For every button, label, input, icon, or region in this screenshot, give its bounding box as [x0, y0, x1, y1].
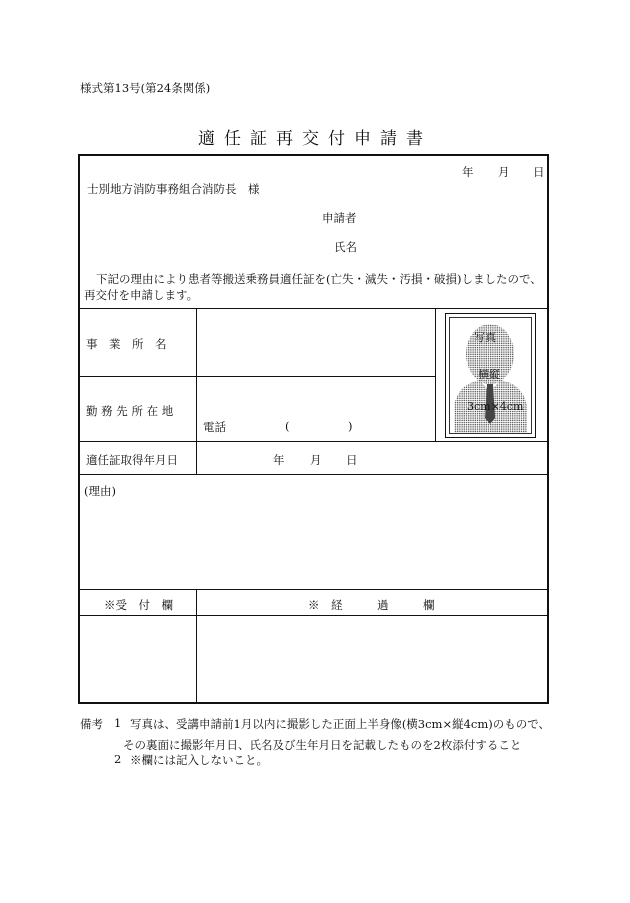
date-year-label: 年	[462, 165, 474, 179]
form-number: 様式第13号(第24条関係)	[80, 81, 211, 95]
reception-label: ※受 付 欄	[104, 598, 173, 612]
progress-label: ※ 経 過 欄	[308, 598, 435, 612]
office-name-label: 事 業 所 名	[86, 337, 167, 351]
photo-label-mid: 横縦	[478, 368, 500, 381]
date-month-label: 月	[498, 165, 510, 179]
divider-office-row	[78, 376, 435, 377]
photo-size-label: 3cm×4cm	[467, 400, 524, 413]
divider-header-bottom	[78, 308, 549, 309]
acquisition-month-label: 月	[310, 453, 322, 467]
phone-paren-open: (	[285, 419, 290, 433]
divider-label-column	[196, 308, 197, 474]
reason-label: (理由)	[84, 484, 116, 498]
name-label: 氏名	[334, 240, 357, 254]
note-1-line2: その裏面に撮影年月日、氏名及び生年月日を記載したものを2枚添付すること	[123, 738, 522, 752]
workplace-address-label: 勤 務 先 所 在 地	[86, 404, 174, 418]
phone-paren-close: )	[348, 419, 353, 433]
document-title: 適任証再交付申請書	[198, 129, 432, 149]
note-1-number: 1	[114, 716, 122, 730]
notes-prefix: 備考	[80, 717, 103, 731]
body-text-line2: 再交付を申請します。	[84, 288, 199, 302]
applicant-label: 申請者	[322, 211, 357, 225]
divider-address-row	[78, 441, 549, 442]
divider-reception-column	[196, 589, 197, 703]
photo-frame	[445, 313, 536, 438]
body-text-line1: 下記の理由により患者等搬送乗務員適任証を(亡失・滅失・汚損・破損)しましたので、	[96, 272, 542, 286]
photo-label-top: 写真	[474, 331, 496, 344]
divider-photo-column	[435, 308, 436, 441]
divider-reception-header	[78, 615, 549, 616]
note-1-line1: 写真は、受講申請前1月以内に撮影した正面上半身像(横3cm×縦4cm)のもので、	[130, 717, 551, 731]
addressee: 士別地方消防事務組合消防長 様	[87, 182, 260, 196]
acquisition-year-label: 年	[273, 453, 285, 467]
photo-placeholder	[449, 317, 532, 434]
acquisition-day-label: 日	[346, 453, 358, 467]
note-2-number: 2	[114, 752, 122, 766]
acquisition-date-label: 適任証取得年月日	[86, 453, 178, 467]
divider-date-row	[78, 474, 549, 475]
divider-reason-row	[78, 589, 549, 590]
phone-label: 電話	[203, 420, 226, 434]
note-2-text: ※欄には記入しないこと。	[130, 753, 268, 767]
date-day-label: 日	[533, 165, 545, 179]
